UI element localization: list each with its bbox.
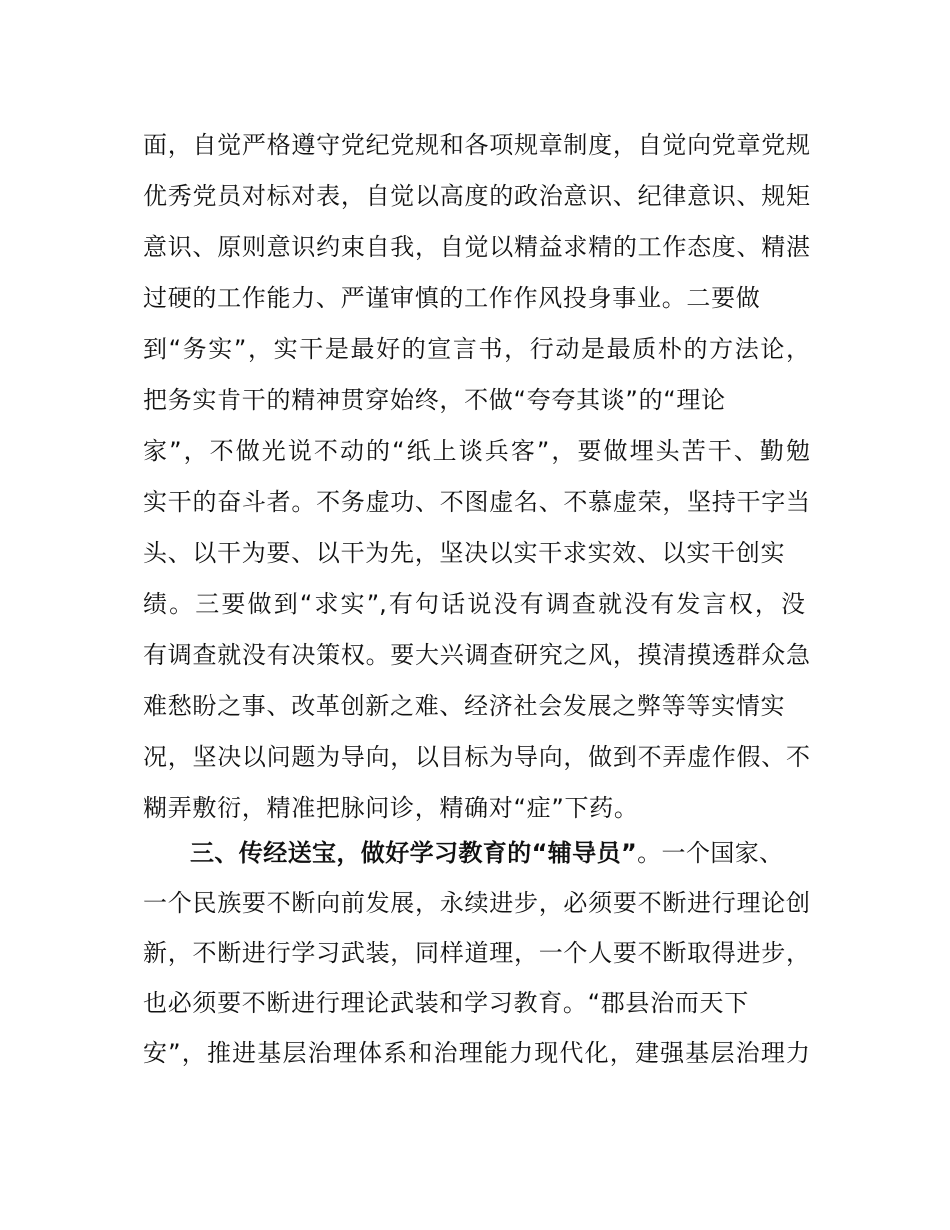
text-line: 难愁盼之事、改革创新之难、经济社会发展之弊等等实情实 [143,692,786,720]
text-line: 也必须要不断进行理论武装和学习教育。“郡县治而天下 [143,989,749,1017]
text-line: 糊弄敷衍，精准把脉问诊，精确对“症”下药。 [143,794,639,822]
section-heading: 三、传经送宝，做好学习教育的“辅导员” [190,839,638,867]
text-line: 优秀党员对标对表，自觉以高度的政治意识、纪律意识、规矩 [143,182,810,210]
text-line: 况，坚决以问题为导向，以目标为导向，做到不弄虚作假、不 [143,743,810,771]
text-line: 实干的奋斗者。不务虚功、不图虚名、不慕虚荣，坚持干字当 [143,488,810,516]
text-line: 面，自觉严格遵守党纪党规和各项规章制度，自觉向党章党规 [143,131,810,159]
text-line: 有调查就没有决策权。要大兴调查研究之风，摸清摸透群众急 [143,641,810,669]
text-line: 把务实肯干的精神贯穿始终，不做“夸夸其谈”的“理论 [143,386,726,414]
text-line: 过硬的工作能力、严谨审慎的工作作风投身事业。二要做 [143,284,761,312]
text-line: 到“务实”，实干是最好的宣言书，行动是最质朴的方法论， [143,335,810,363]
text-line: 安”，推进基层治理体系和治理能力现代化，建强基层治理力 [143,1039,810,1067]
text-line: 一个民族要不断向前发展，永续进步，必须要不断进行理论创 [143,889,810,917]
section-heading-line [190,838,810,868]
text-line: 头、以干为要、以干为先，坚决以实干求实效、以实干创实 [143,539,786,567]
text-segment: 。一个国家、 [637,839,784,867]
text-line: 意识、原则意识约束自我，自觉以精益求精的工作态度、精湛 [143,233,810,261]
text-line: 家”，不做光说不动的“纸上谈兵客”，要做埋头苦干、勤勉 [143,437,810,465]
text-line: 绩。三要做到“求实”,有句话说没有调查就没有发言权，没 [143,590,805,618]
text-line: 新，不断进行学习武装，同样道理，一个人要不断取得进步， [143,939,810,967]
